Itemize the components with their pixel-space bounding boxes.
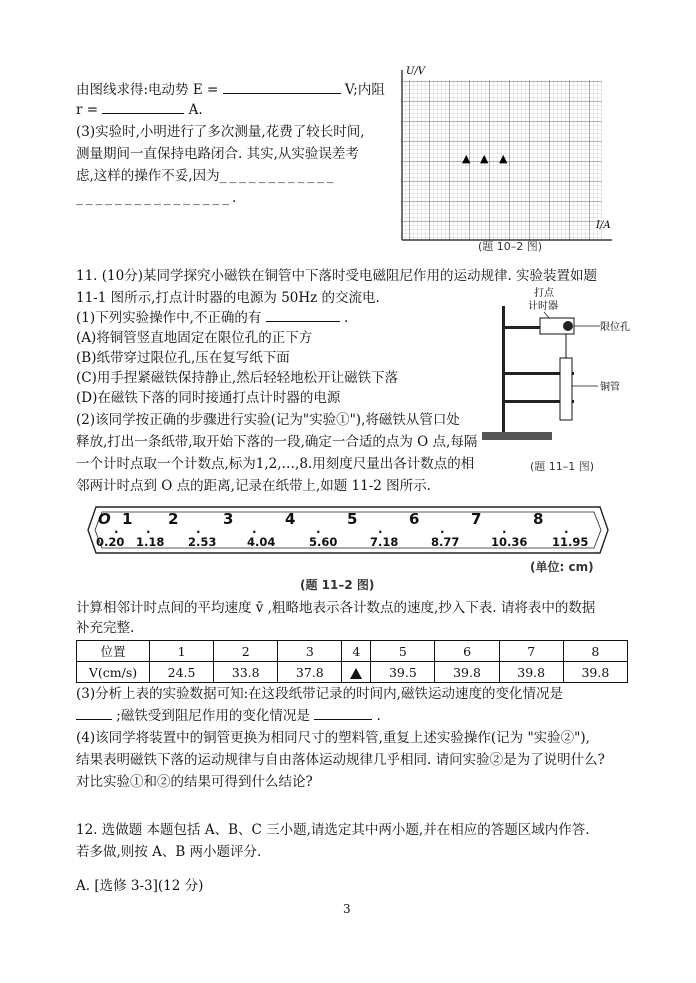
emf-answer-blank[interactable] bbox=[223, 80, 341, 94]
velocity-answer-cell[interactable] bbox=[342, 662, 371, 683]
data-marker-1: ▲ bbox=[462, 152, 471, 165]
position-cell: 6 bbox=[435, 641, 499, 662]
q11-1-question bbox=[76, 308, 348, 328]
q11-3-mid-text: ;磁铁受到阻尼作用的变化情况是 bbox=[116, 708, 310, 724]
q11-4-line3: 对比实验①和②的结果可得到什么结论? bbox=[76, 774, 313, 790]
damping-change-blank[interactable] bbox=[314, 706, 372, 720]
tape-distance-0: 0.20 bbox=[96, 535, 125, 549]
tape-distance-1: 1.18 bbox=[136, 535, 165, 549]
velocity-cell: 24.5 bbox=[150, 662, 214, 683]
reason-answer-blank-2[interactable]: ________________. bbox=[76, 190, 240, 206]
header-label: 位置 bbox=[77, 641, 150, 662]
speed-change-blank[interactable] bbox=[76, 706, 112, 720]
position-cell: 1 bbox=[150, 641, 214, 662]
q11-4-line1: (4)该同学将装置中的铜管更换为相同尺寸的塑料管,重复上述实验操作(记为 "实验②"), bbox=[76, 730, 590, 746]
copper-tube bbox=[560, 358, 572, 420]
tape-distance-7: 10.36 bbox=[491, 535, 528, 549]
paper-tape: O 1 2 3 4 5 6 7 8 0.20 1.18 2.53 4.04 5.60 7.18 8.77 10.36 11.95 · · · · · · · · · bbox=[86, 505, 610, 555]
q10-line3: (3)实验时,小明进行了多次测量,花费了较长时间, bbox=[76, 124, 365, 140]
q11-line2: 11-1 图所示,打点计时器的电源为 50Hz 的交流电. bbox=[76, 290, 380, 306]
position-cell: 2 bbox=[214, 641, 278, 662]
velocity-cell: 39.5 bbox=[371, 662, 435, 683]
q11-3-line1: (3)分析上表的实验数据可知:在这段纸带记录的时间内,磁铁运动速度的变化情况是 bbox=[76, 686, 563, 702]
tape-distance-2: 2.53 bbox=[188, 535, 217, 549]
tape-point-5: 5 bbox=[347, 510, 358, 528]
q11-option-b: (B)纸带穿过限位孔,压在复写纸下面 bbox=[76, 350, 290, 366]
timer-label-2: 计时器 bbox=[528, 301, 558, 312]
velocity-cell: 39.8 bbox=[499, 662, 563, 683]
x-axis-label: I/A bbox=[596, 220, 611, 231]
velocity-cell: 33.8 bbox=[214, 662, 278, 683]
tape-point-7: 7 bbox=[471, 510, 482, 528]
q10-line6 bbox=[76, 188, 239, 208]
row-label: V(cm/s) bbox=[77, 662, 150, 683]
data-marker-3: ▲ bbox=[499, 152, 508, 165]
q11-1-text: (1)下列实验操作中,不正确的有 bbox=[76, 310, 262, 326]
stand-base bbox=[482, 432, 552, 440]
tape-point-4: 4 bbox=[285, 510, 296, 528]
q10-line1 bbox=[76, 80, 385, 100]
tape-distance-6: 8.77 bbox=[431, 535, 460, 549]
q10-line5 bbox=[76, 166, 337, 186]
tape-point-2: 2 bbox=[168, 510, 179, 528]
q11-3-line2 bbox=[76, 706, 381, 726]
velocity-cell: 37.8 bbox=[278, 662, 342, 683]
tape-point-o: O bbox=[98, 510, 111, 528]
page-number: 3 bbox=[343, 902, 351, 916]
q10-line2 bbox=[76, 100, 203, 120]
reason-answer-blank[interactable]: ____________ bbox=[219, 168, 337, 184]
resistance-answer-blank[interactable] bbox=[102, 100, 184, 114]
tape-distance-8: 11.95 bbox=[552, 535, 589, 549]
table-intro-1: 计算相邻计时点间的平均速度 v̄ ,粗略地表示各计数点的速度,抄入下表. 请将表中的数据 bbox=[76, 600, 596, 616]
q11-2-line1: (2)该同学按正确的步骤进行实验(记为"实验①"),将磁铁从管口处 bbox=[76, 412, 460, 428]
position-cell: 7 bbox=[499, 641, 563, 662]
q11-option-c: (C)用手捏紧磁铁保持静止,然后轻轻地松开让磁铁下落 bbox=[76, 370, 399, 386]
q11-1-answer-blank[interactable] bbox=[266, 308, 340, 322]
tape-point-3: 3 bbox=[223, 510, 234, 528]
q10-reason-label: 虑,这样的操作不妥,因为 bbox=[76, 168, 220, 184]
tape-point-8: 8 bbox=[533, 510, 544, 528]
q11-line1: 11. (10分)某同学探究小磁铁在铜管中下落时受电磁阻尼作用的运动规律. 实验装置如题 bbox=[76, 268, 598, 284]
tape-unit: (单位: cm) bbox=[530, 560, 594, 574]
q12-line1: 12. 选做题 本题包括 A、B、C 三小题,请选定其中两小题,并在相应的答题区域内作答. bbox=[76, 822, 590, 838]
velocity-table bbox=[76, 640, 628, 683]
q10-r-unit: A. bbox=[188, 102, 203, 118]
apparatus-svg bbox=[480, 286, 640, 476]
q11-2-line4: 邻两计时点到 O 点的距离,记录在纸带上,如题 11-2 图所示. bbox=[76, 478, 431, 494]
q11-4-line2: 结果表明磁铁下落的运动规律与自由落体运动规律几乎相同. 请问实验②是为了说明什么? bbox=[76, 752, 605, 768]
graph-10-2-caption: (题 10–2 图) bbox=[478, 240, 543, 253]
y-axis-label: U/V bbox=[406, 66, 426, 77]
velocity-cell: 39.8 bbox=[563, 662, 627, 683]
q10-r-label: r = bbox=[76, 102, 99, 118]
q12-section-a: A. [选修 3-3](12 分) bbox=[76, 878, 204, 894]
tape-point-1: 1 bbox=[122, 510, 133, 528]
table-intro-2: 补充完整. bbox=[76, 620, 135, 636]
position-cell: 5 bbox=[371, 641, 435, 662]
tape-distance-3: 4.04 bbox=[247, 535, 276, 549]
q10-emf-label: 由图线求得:电动势 E = bbox=[76, 82, 219, 98]
table-header-row bbox=[77, 641, 628, 662]
q10-resistance-label: V;内阻 bbox=[344, 82, 385, 98]
hole-label: 限位孔 bbox=[600, 322, 630, 333]
table-velocity-row bbox=[77, 662, 628, 683]
data-marker-2: ▲ bbox=[480, 152, 489, 165]
tape-point-6: 6 bbox=[409, 510, 420, 528]
position-cell: 3 bbox=[278, 641, 342, 662]
q11-option-d: (D)在磁铁下落的同时接通打点计时器的电源 bbox=[76, 390, 341, 406]
q11-2-line3: 一个计时点取一个计数点,标为1,2,…,8.用刻度尺量出各计数点的相 bbox=[76, 456, 475, 472]
position-cell: 8 bbox=[563, 641, 627, 662]
q11-3-end: . bbox=[376, 708, 381, 724]
q10-line4: 测量期间一直保持电路闭合. 其实,从实验误差考 bbox=[76, 146, 359, 162]
tape-distance-5: 7.18 bbox=[370, 535, 399, 549]
q12-line2: 若多做,则按 A、B 两小题评分. bbox=[76, 844, 262, 860]
position-cell: 4 bbox=[342, 641, 371, 662]
graph-10-2-svg bbox=[390, 62, 640, 257]
q11-2-line2: 释放,打出一条纸带,取开始下落的一段,确定一合适的点为 O 点,每隔 bbox=[76, 434, 478, 450]
answer-triangle-icon bbox=[350, 668, 362, 679]
apparatus-figure bbox=[480, 286, 640, 476]
timer-label: 打点 bbox=[534, 288, 554, 299]
stand-pole bbox=[502, 306, 505, 434]
velocity-cell: 39.8 bbox=[435, 662, 499, 683]
apparatus-caption: (题 11–1 图) bbox=[530, 460, 595, 473]
q11-1-period: . bbox=[344, 310, 349, 326]
tape-distance-4: 5.60 bbox=[309, 535, 338, 549]
q11-option-a: (A)将铜管竖直地固定在限位孔的正下方 bbox=[76, 330, 313, 346]
tape-caption: (题 11–2 图) bbox=[300, 578, 375, 592]
tube-label: 铜管 bbox=[600, 382, 620, 393]
graph-10-2 bbox=[390, 62, 640, 257]
